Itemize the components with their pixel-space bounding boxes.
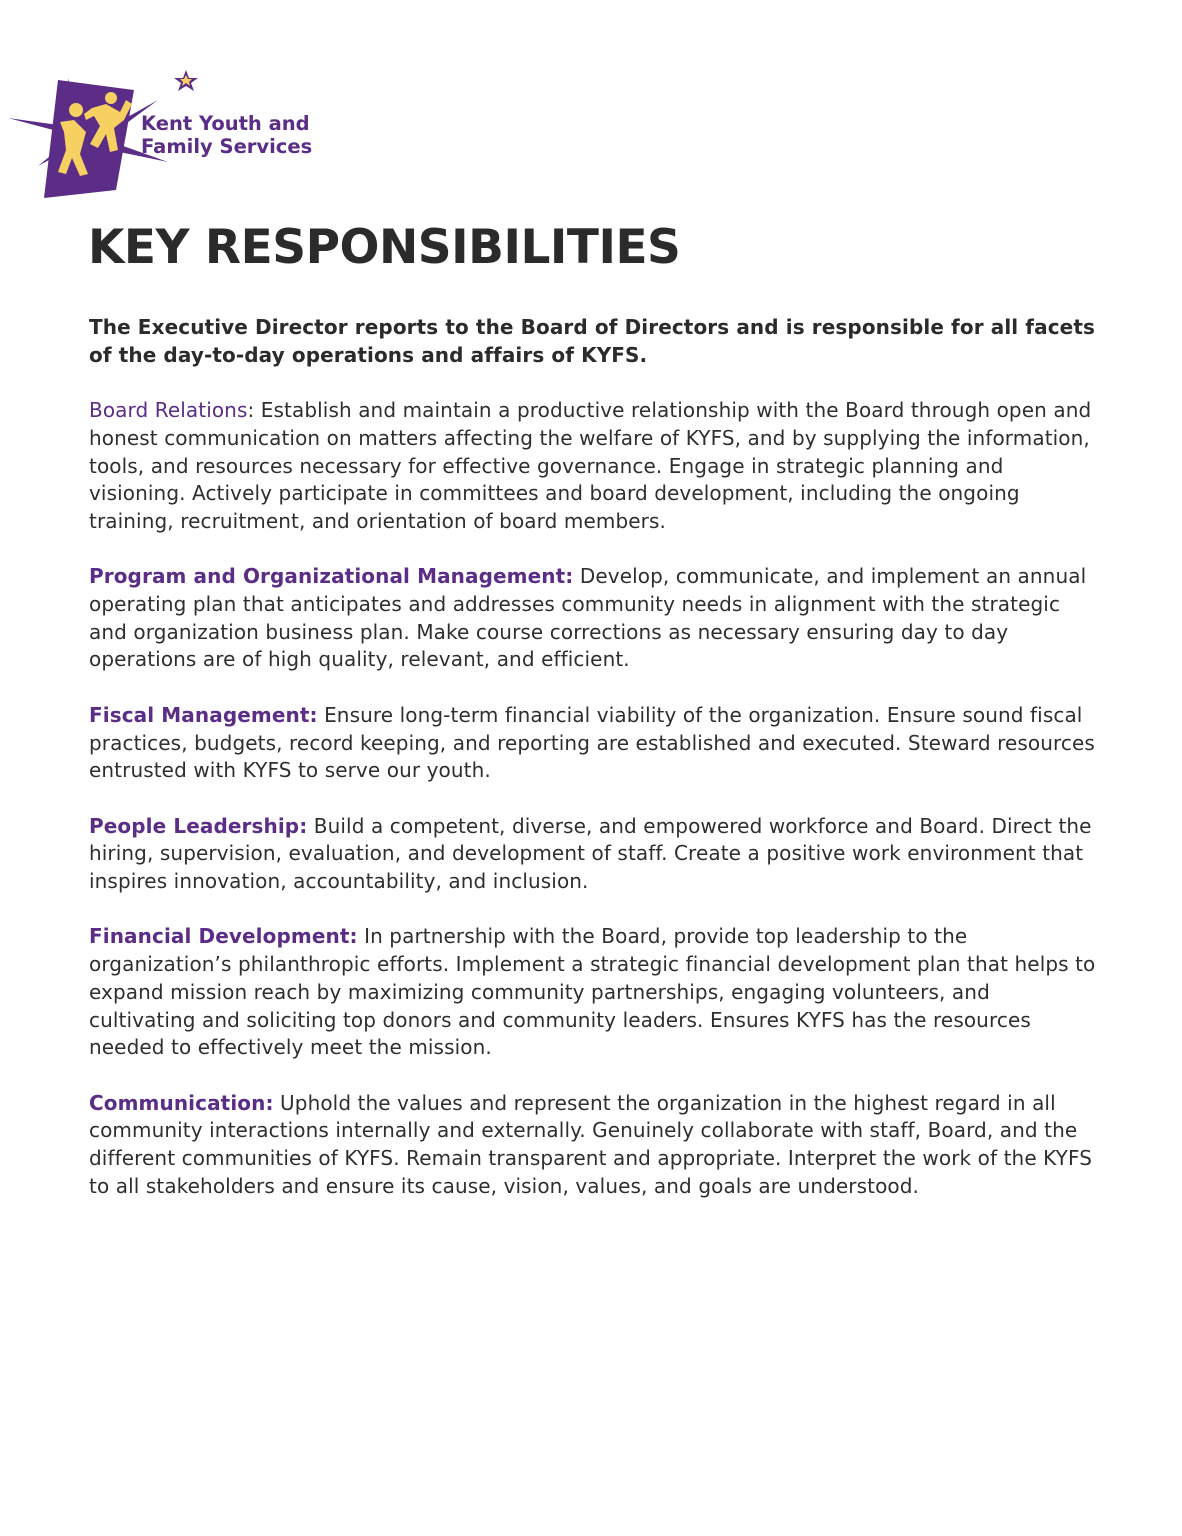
section-financial-development [89,923,1099,1062]
document-body [89,314,1099,1228]
section-body: Build a competent, diverse, and empowered workforce and Board. Direct the hiring, supervision, evaluation, and development of staff. Create a positive work environment that inspires innovation, accountability, and inclusion. [89,813,1092,893]
section-body: In partnership with the Board, provide top leadership to the organization’s philanthropic efforts. Implement a strategic financial development plan that helps to expand mission reach by maximizing community partnerships, engaging volunteers, and cultivating and soliciting top donors and community leaders. Ensures KYFS has the resources needed to effectively meet the mission. [89,924,1096,1060]
section-body: Develop, communicate, and implement an annual operating plan that anticipates and addresses community needs in alignment with the strategic and organization business plan. Make course corrections as necessary ensuring day to day operations are of high quality, relevant, and efficient. [89,564,1087,672]
logo-wordmark [141,112,312,158]
section-heading: Board Relations [89,398,248,423]
intro-paragraph: The Executive Director reports to the Board of Directors and is responsible for all facets of the day-to-day operations and affairs of KYFS. [89,315,1095,367]
section-heading: Communication: [89,1090,274,1115]
kyfs-logo [8,70,328,202]
logo-line-2: Family Services [141,135,313,158]
section-fiscal-management [89,702,1099,785]
section-heading: Financial Development: [89,924,358,949]
page-title: KEY RESPONSIBILITIES [88,220,681,275]
section-body: Uphold the values and represent the organization in the highest regard in all community interactions internally and externally. Genuinely collaborate with staff, Board, and the different communities of KYFS. Remain transparent and appropriate. Interpret the work of the KYFS to all stakeholders and ensure its cause, vision, values, and goals are understood. [89,1090,1093,1198]
section-body: Establish and maintain a productive relationship with the Board through open and honest communication on matters affecting the welfare of KYFS, and by supplying the information, tools, and resources necessary for effective governance. Engage in strategic planning and visioning. Actively participate in committees and board development, including the ongoing training, recruitment, and orientation of board members. [89,398,1092,533]
section-communication [89,1090,1099,1201]
section-heading: Program and Organizational Management: [89,564,574,589]
section-program-management [89,563,1099,674]
section-separator: : [247,398,255,423]
logo-line-1: Kent Youth and [141,112,310,135]
section-heading: People Leadership: [89,813,308,838]
section-people-leadership [89,813,1099,896]
section-body: Ensure long-term financial viability of the organization. Ensure sound fiscal practices, budgets, record keeping, and reporting are established and executed. Steward resources entrusted with KYFS to serve our youth. [89,702,1095,783]
section-heading: Fiscal Management: [89,702,318,727]
section-board-relations [89,397,1099,536]
